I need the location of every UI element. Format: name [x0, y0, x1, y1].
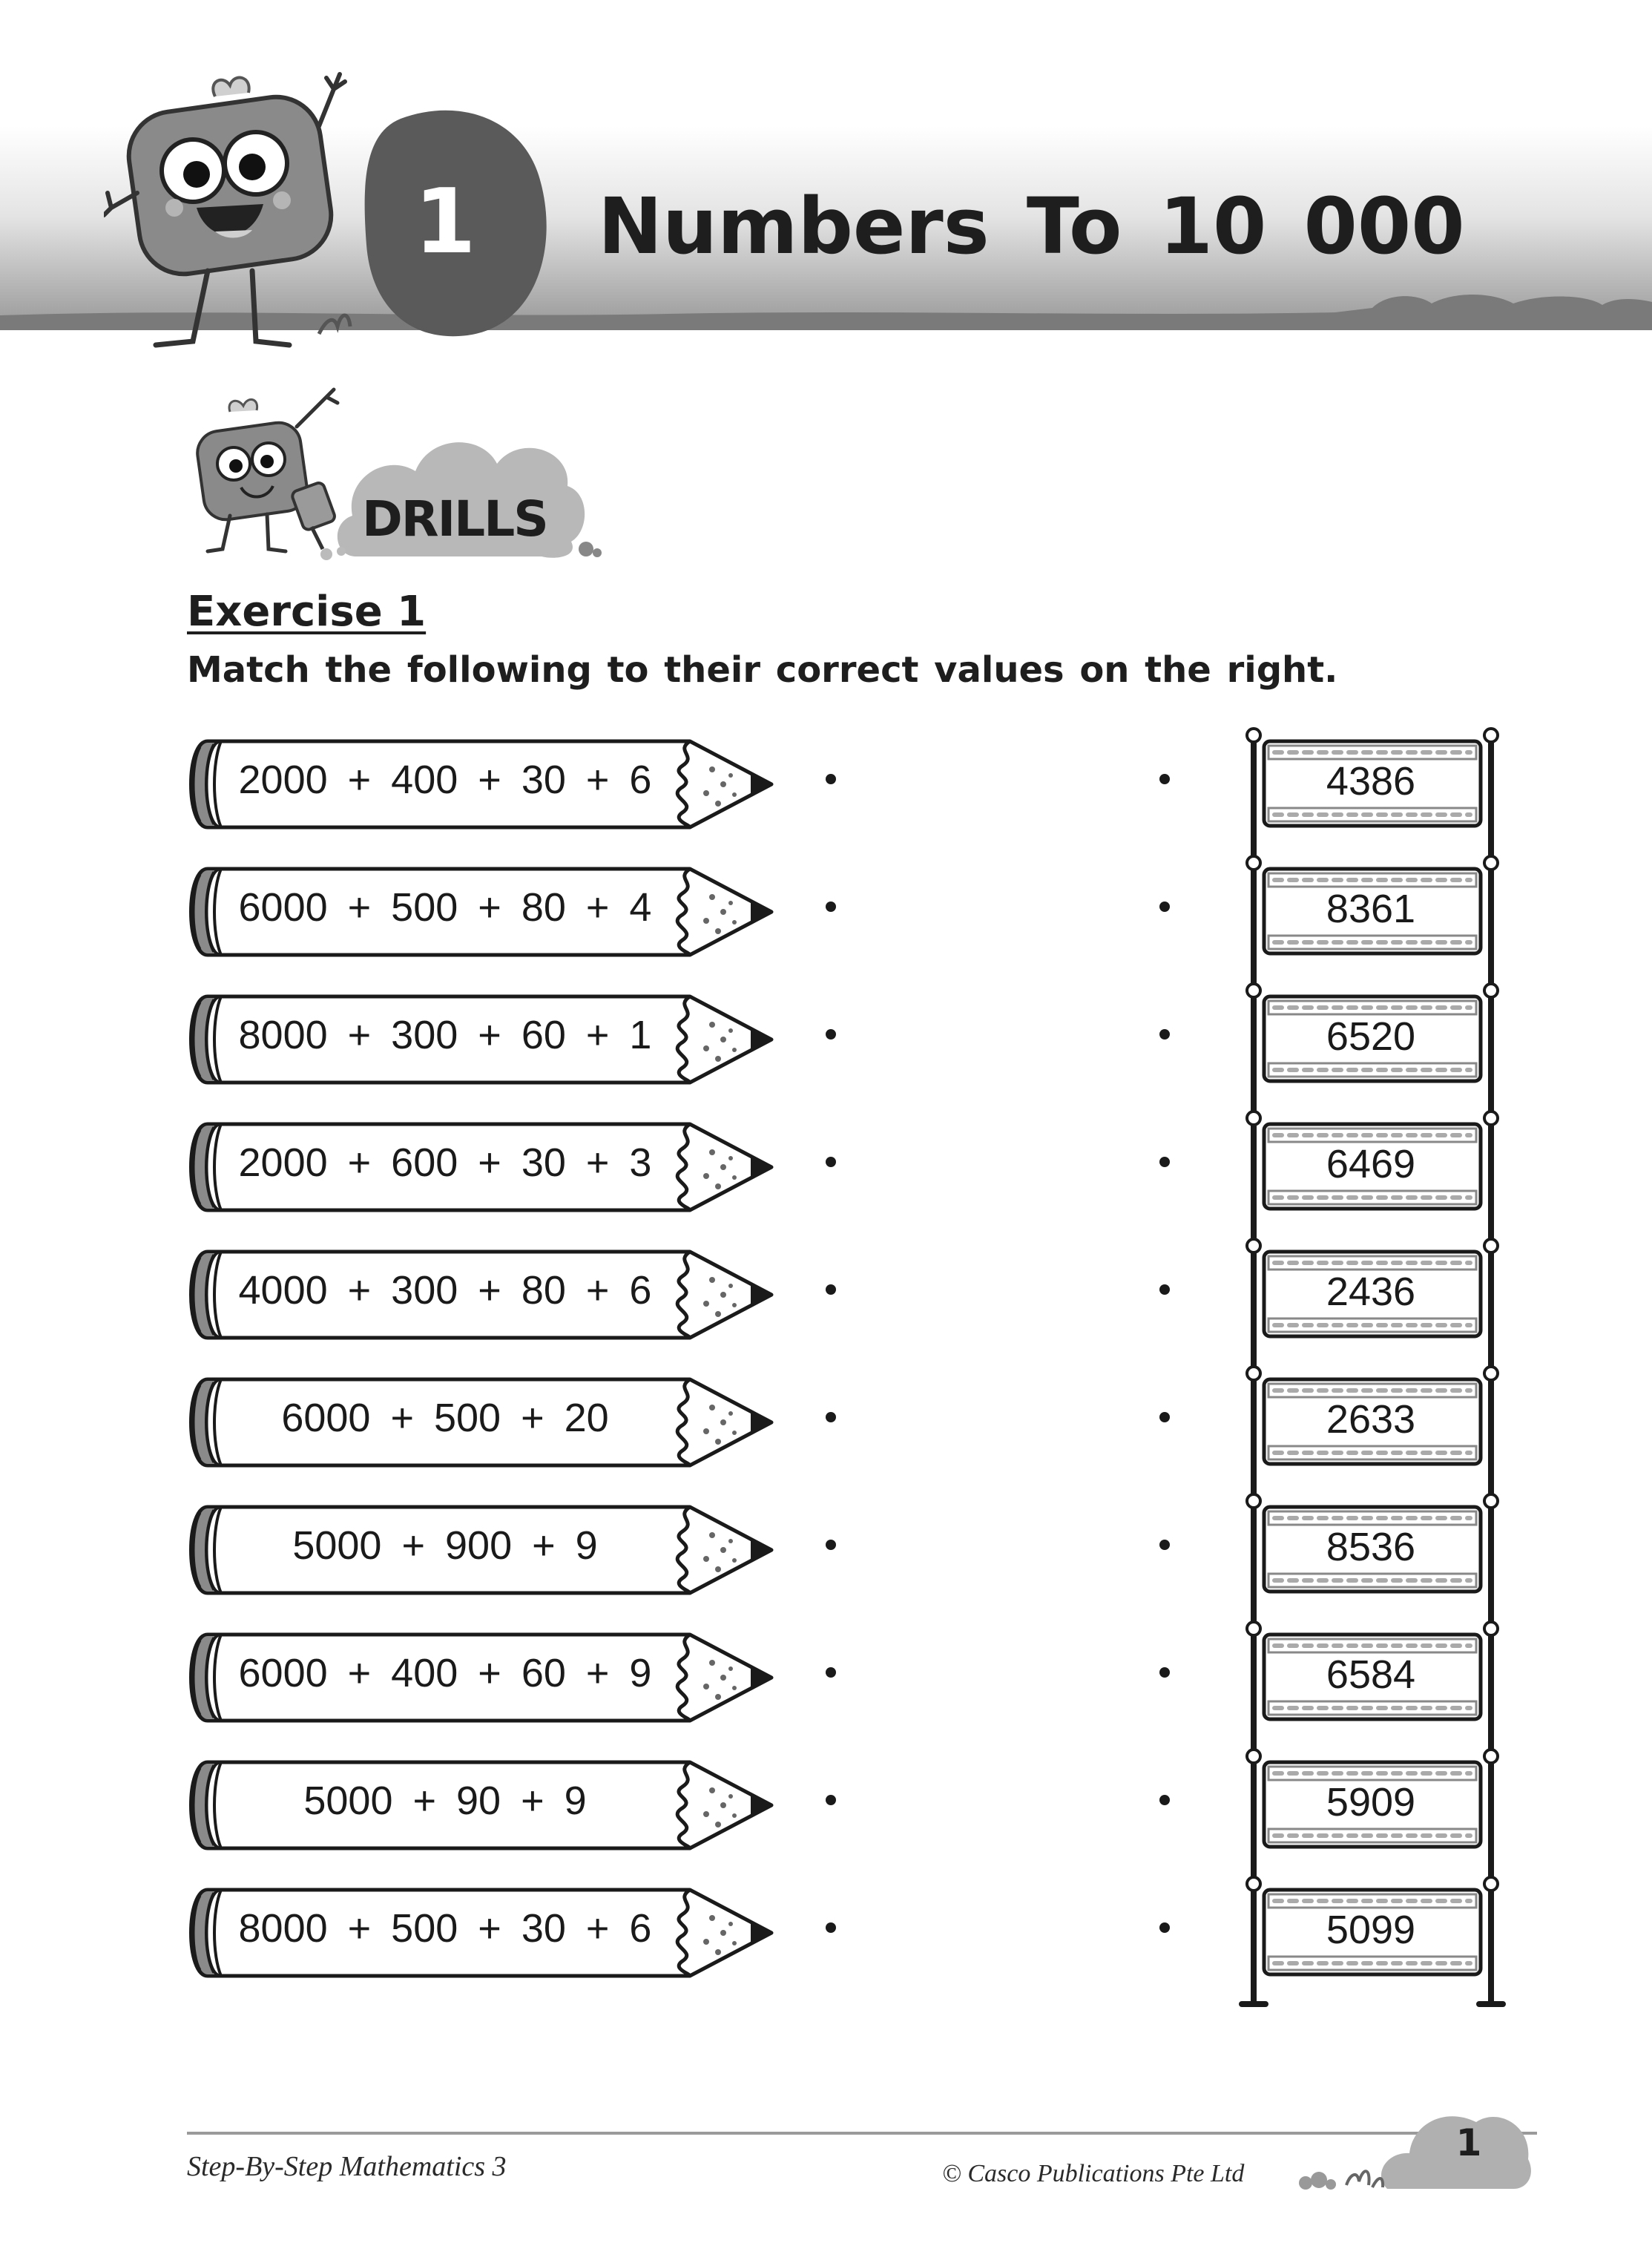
- left-match-dot[interactable]: [826, 1667, 836, 1678]
- right-match-dot[interactable]: [1159, 1795, 1170, 1805]
- expression-label: 8000 + 500 + 30 + 6: [238, 1906, 652, 1951]
- left-match-dot[interactable]: [826, 1412, 836, 1422]
- match-row: [0, 1241, 1652, 1345]
- left-match-dot[interactable]: [826, 1157, 836, 1167]
- right-match-dot[interactable]: [1159, 1540, 1170, 1550]
- chapter-number: 1: [414, 171, 476, 274]
- expression-label: 6000 + 400 + 60 + 9: [238, 1651, 652, 1695]
- right-match-dot[interactable]: [1159, 1922, 1170, 1933]
- value-label: 8361: [1326, 887, 1416, 931]
- left-match-dot[interactable]: [826, 774, 836, 784]
- match-row: [0, 1114, 1652, 1218]
- matching-exercise: [0, 731, 1652, 2018]
- mascot-illustration: [104, 59, 415, 356]
- page-number: 1: [1455, 2121, 1482, 2164]
- value-label: 6520: [1326, 1014, 1416, 1059]
- match-row: [0, 1879, 1652, 1983]
- value-label: 2436: [1326, 1270, 1416, 1314]
- exercise-title: Exercise 1: [187, 588, 427, 636]
- value-label: 6584: [1326, 1652, 1416, 1697]
- match-row: [0, 1624, 1652, 1728]
- right-match-dot[interactable]: [1159, 1029, 1170, 1040]
- left-match-dot[interactable]: [826, 1540, 836, 1550]
- footer-copyright: © Casco Publications Pte Ltd: [942, 2160, 1245, 2187]
- exercise-instructions: Match the following to their correct values on the right.: [187, 649, 1338, 691]
- expression-label: 6000 + 500 + 20: [281, 1396, 609, 1440]
- value-label: 6469: [1326, 1142, 1416, 1186]
- expression-label: 4000 + 300 + 80 + 6: [238, 1268, 652, 1313]
- expression-label: 5000 + 900 + 9: [292, 1523, 598, 1568]
- match-row: [0, 858, 1652, 962]
- left-match-dot[interactable]: [826, 1922, 836, 1933]
- chapter-title: Numbers To 10 000: [598, 181, 1465, 272]
- match-row: [0, 1497, 1652, 1600]
- left-match-dot[interactable]: [826, 1029, 836, 1040]
- value-label: 5099: [1326, 1908, 1416, 1952]
- match-row: [0, 986, 1652, 1090]
- value-label: 8536: [1326, 1525, 1416, 1569]
- expression-label: 6000 + 500 + 80 + 4: [238, 885, 652, 930]
- left-match-dot[interactable]: [826, 1284, 836, 1295]
- match-row: [0, 731, 1652, 835]
- right-match-dot[interactable]: [1159, 1412, 1170, 1422]
- expression-label: 5000 + 90 + 9: [303, 1779, 587, 1823]
- match-row: [0, 1752, 1652, 1856]
- right-match-dot[interactable]: [1159, 902, 1170, 912]
- right-match-dot[interactable]: [1159, 1284, 1170, 1295]
- right-match-dot[interactable]: [1159, 1157, 1170, 1167]
- expression-label: 2000 + 600 + 30 + 3: [238, 1140, 652, 1185]
- expression-label: 2000 + 400 + 30 + 6: [238, 758, 652, 802]
- value-label: 4386: [1326, 759, 1416, 804]
- right-match-dot[interactable]: [1159, 774, 1170, 784]
- value-label: 2633: [1326, 1397, 1416, 1442]
- left-match-dot[interactable]: [826, 902, 836, 912]
- right-match-dot[interactable]: [1159, 1667, 1170, 1678]
- expression-label: 8000 + 300 + 60 + 1: [238, 1013, 652, 1057]
- match-row: [0, 1369, 1652, 1473]
- value-label: 5909: [1326, 1780, 1416, 1825]
- left-match-dot[interactable]: [826, 1795, 836, 1805]
- footer-book-title: Step-By-Step Mathematics 3: [187, 2151, 507, 2182]
- drills-label: DRILLS: [362, 490, 547, 548]
